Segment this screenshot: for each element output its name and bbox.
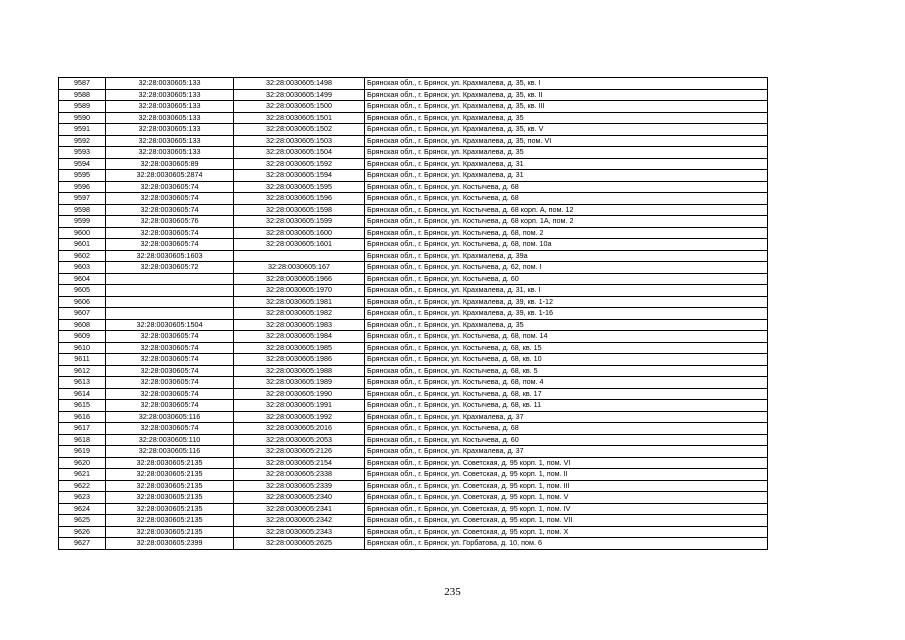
parcel-number-cell: 32:28:0030605:74	[106, 354, 234, 366]
table-row	[59, 181, 768, 193]
object-number-cell: 32:28:0030605:1986	[234, 354, 365, 366]
object-number-cell: 32:28:0030605:1594	[234, 170, 365, 182]
object-number-cell: 32:28:0030605:1503	[234, 135, 365, 147]
parcel-number-cell: 32:28:0030605:2135	[106, 492, 234, 504]
row-number-cell: 9596	[59, 181, 106, 193]
row-number-cell: 9601	[59, 239, 106, 251]
object-number-cell: 32:28:0030605:1499	[234, 89, 365, 101]
object-number-cell: 32:28:0030605:1989	[234, 377, 365, 389]
table-row	[59, 319, 768, 331]
address-cell: Брянская обл., г. Брянск, ул. Советская, д. 95 корп. 1, пом. V	[365, 492, 768, 504]
row-number-cell: 9605	[59, 285, 106, 297]
parcel-number-cell: 32:28:0030605:2874	[106, 170, 234, 182]
parcel-number-cell: 32:28:0030605:74	[106, 204, 234, 216]
object-number-cell: 32:28:0030605:1599	[234, 216, 365, 228]
parcel-number-cell: 32:28:0030605:72	[106, 262, 234, 274]
table-row	[59, 457, 768, 469]
parcel-number-cell: 32:28:0030605:133	[106, 89, 234, 101]
table-row	[59, 446, 768, 458]
object-number-cell: 32:28:0030605:1982	[234, 308, 365, 320]
row-number-cell: 9607	[59, 308, 106, 320]
parcel-number-cell: 32:28:0030605:133	[106, 147, 234, 159]
table-row	[59, 342, 768, 354]
address-cell: Брянская обл., г. Брянск, ул. Советская, д. 95 корп. 1, пом. VII	[365, 515, 768, 527]
row-number-cell: 9614	[59, 388, 106, 400]
parcel-number-cell: 32:28:0030605:89	[106, 158, 234, 170]
object-number-cell: 32:28:0030605:2126	[234, 446, 365, 458]
object-number-cell: 32:28:0030605:2053	[234, 434, 365, 446]
row-number-cell: 9622	[59, 480, 106, 492]
row-number-cell: 9621	[59, 469, 106, 481]
address-cell: Брянская обл., г. Брянск, ул. Крахмалева, д. 35, пом. VI	[365, 135, 768, 147]
object-number-cell: 32:28:0030605:2625	[234, 538, 365, 550]
table-row	[59, 365, 768, 377]
object-number-cell: 32:28:0030605:1592	[234, 158, 365, 170]
address-cell: Брянская обл., г. Брянск, ул. Крахмалева, д. 35, кв. V	[365, 124, 768, 136]
row-number-cell: 9615	[59, 400, 106, 412]
object-number-cell: 32:28:0030605:1990	[234, 388, 365, 400]
table-body	[59, 78, 768, 550]
parcel-number-cell: 32:28:0030605:74	[106, 365, 234, 377]
parcel-number-cell: 32:28:0030605:133	[106, 124, 234, 136]
row-number-cell: 9592	[59, 135, 106, 147]
address-cell: Брянская обл., г. Брянск, ул. Костычева, д. 68, пом. 2	[365, 227, 768, 239]
row-number-cell: 9594	[59, 158, 106, 170]
row-number-cell: 9593	[59, 147, 106, 159]
row-number-cell: 9595	[59, 170, 106, 182]
row-number-cell: 9589	[59, 101, 106, 113]
table-row	[59, 296, 768, 308]
address-cell: Брянская обл., г. Брянск, ул. Костычева, д. 68	[365, 181, 768, 193]
row-number-cell: 9590	[59, 112, 106, 124]
address-cell: Брянская обл., г. Брянск, ул. Костычева, д. 68 корп. А, пом. 12	[365, 204, 768, 216]
table-row	[59, 216, 768, 228]
row-number-cell: 9617	[59, 423, 106, 435]
object-number-cell: 32:28:0030605:1500	[234, 101, 365, 113]
table-row	[59, 354, 768, 366]
parcel-number-cell: 32:28:0030605:2135	[106, 515, 234, 527]
parcel-number-cell: 32:28:0030605:1603	[106, 250, 234, 262]
row-number-cell: 9603	[59, 262, 106, 274]
object-number-cell: 32:28:0030605:2338	[234, 469, 365, 481]
address-cell: Брянская обл., г. Брянск, ул. Крахмалева, д. 35	[365, 112, 768, 124]
parcel-number-cell	[106, 308, 234, 320]
table-row	[59, 262, 768, 274]
row-number-cell: 9624	[59, 503, 106, 515]
parcel-number-cell: 32:28:0030605:74	[106, 193, 234, 205]
parcel-number-cell	[106, 296, 234, 308]
object-number-cell: 32:28:0030605:1981	[234, 296, 365, 308]
object-number-cell: 32:28:0030605:1601	[234, 239, 365, 251]
object-number-cell: 32:28:0030605:167	[234, 262, 365, 274]
row-number-cell: 9608	[59, 319, 106, 331]
address-cell: Брянская обл., г. Брянск, ул. Советская, д. 95 корп. 1, пом. II	[365, 469, 768, 481]
table-row	[59, 423, 768, 435]
object-number-cell: 32:28:0030605:1598	[234, 204, 365, 216]
row-number-cell: 9602	[59, 250, 106, 262]
table-row	[59, 515, 768, 527]
address-cell: Брянская обл., г. Брянск, ул. Крахмалева, д. 35, кв. I	[365, 78, 768, 90]
parcel-number-cell	[106, 273, 234, 285]
address-cell: Брянская обл., г. Брянск, ул. Крахмалева, д. 39, кв. 1-12	[365, 296, 768, 308]
parcel-number-cell: 32:28:0030605:1504	[106, 319, 234, 331]
address-cell: Брянская обл., г. Брянск, ул. Советская, д. 95 корп. 1, пом. VI	[365, 457, 768, 469]
table-row	[59, 204, 768, 216]
table-row	[59, 239, 768, 251]
address-cell: Брянская обл., г. Брянск, ул. Крахмалева, д. 35	[365, 319, 768, 331]
page-number: 235	[444, 586, 461, 598]
table-row	[59, 411, 768, 423]
table-row	[59, 480, 768, 492]
parcel-number-cell: 32:28:0030605:74	[106, 400, 234, 412]
address-cell: Брянская обл., г. Брянск, ул. Костычева, д. 68, кв. 15	[365, 342, 768, 354]
row-number-cell: 9597	[59, 193, 106, 205]
parcel-number-cell: 32:28:0030605:2135	[106, 469, 234, 481]
table-row	[59, 170, 768, 182]
object-number-cell	[234, 250, 365, 262]
parcel-number-cell: 32:28:0030605:2135	[106, 503, 234, 515]
parcel-number-cell: 32:28:0030605:116	[106, 446, 234, 458]
parcel-number-cell: 32:28:0030605:116	[106, 411, 234, 423]
parcel-number-cell: 32:28:0030605:133	[106, 112, 234, 124]
object-number-cell: 32:28:0030605:2339	[234, 480, 365, 492]
address-cell: Брянская обл., г. Брянск, ул. Крахмалева, д. 39а	[365, 250, 768, 262]
row-number-cell: 9626	[59, 526, 106, 538]
address-cell: Брянская обл., г. Брянск, ул. Советская, д. 95 корп. 1, пом. III	[365, 480, 768, 492]
row-number-cell: 9610	[59, 342, 106, 354]
parcel-number-cell: 32:28:0030605:74	[106, 181, 234, 193]
address-cell: Брянская обл., г. Брянск, ул. Костычева, д. 68, пом. 4	[365, 377, 768, 389]
address-cell: Брянская обл., г. Брянск, ул. Костычева, д. 68 корп. 1А, пом. 2	[365, 216, 768, 228]
address-cell: Брянская обл., г. Брянск, ул. Крахмалева, д. 31, кв. I	[365, 285, 768, 297]
parcel-number-cell: 32:28:0030605:133	[106, 78, 234, 90]
row-number-cell: 9591	[59, 124, 106, 136]
object-number-cell: 32:28:0030605:1988	[234, 365, 365, 377]
row-number-cell: 9611	[59, 354, 106, 366]
row-number-cell: 9604	[59, 273, 106, 285]
address-cell: Брянская обл., г. Брянск, ул. Костычева, д. 60	[365, 434, 768, 446]
address-cell: Брянская обл., г. Брянск, ул. Крахмалева, д. 37	[365, 446, 768, 458]
table-row	[59, 388, 768, 400]
cadastral-table	[58, 77, 768, 550]
object-number-cell: 32:28:0030605:1595	[234, 181, 365, 193]
parcel-number-cell: 32:28:0030605:74	[106, 388, 234, 400]
object-number-cell: 32:28:0030605:1600	[234, 227, 365, 239]
parcel-number-cell: 32:28:0030605:133	[106, 135, 234, 147]
address-cell: Брянская обл., г. Брянск, ул. Горбатова, д. 10, пом. 6	[365, 538, 768, 550]
row-number-cell: 9623	[59, 492, 106, 504]
row-number-cell: 9606	[59, 296, 106, 308]
row-number-cell: 9599	[59, 216, 106, 228]
table-row	[59, 112, 768, 124]
table-row	[59, 400, 768, 412]
parcel-number-cell	[106, 285, 234, 297]
table-row	[59, 193, 768, 205]
address-cell: Брянская обл., г. Брянск, ул. Костычева, д. 68, кв. 17	[365, 388, 768, 400]
object-number-cell: 32:28:0030605:1502	[234, 124, 365, 136]
object-number-cell: 32:28:0030605:1985	[234, 342, 365, 354]
row-number-cell: 9609	[59, 331, 106, 343]
object-number-cell: 32:28:0030605:1984	[234, 331, 365, 343]
table-row	[59, 538, 768, 550]
address-cell: Брянская обл., г. Брянск, ул. Костычева, д. 68, кв. 11	[365, 400, 768, 412]
row-number-cell: 9627	[59, 538, 106, 550]
object-number-cell: 32:28:0030605:1992	[234, 411, 365, 423]
row-number-cell: 9587	[59, 78, 106, 90]
parcel-number-cell: 32:28:0030605:74	[106, 423, 234, 435]
table-row	[59, 434, 768, 446]
address-cell: Брянская обл., г. Брянск, ул. Крахмалева, д. 31	[365, 170, 768, 182]
object-number-cell: 32:28:0030605:1991	[234, 400, 365, 412]
table-row	[59, 331, 768, 343]
table-row	[59, 492, 768, 504]
address-cell: Брянская обл., г. Брянск, ул. Крахмалева, д. 37	[365, 411, 768, 423]
address-cell: Брянская обл., г. Брянск, ул. Советская, д. 95 корп. 1, пом. Х	[365, 526, 768, 538]
address-cell: Брянская обл., г. Брянск, ул. Крахмалева, д. 35	[365, 147, 768, 159]
address-cell: Брянская обл., г. Брянск, ул. Костычева, д. 60	[365, 273, 768, 285]
parcel-number-cell: 32:28:0030605:74	[106, 239, 234, 251]
object-number-cell: 32:28:0030605:2342	[234, 515, 365, 527]
object-number-cell: 32:28:0030605:1596	[234, 193, 365, 205]
object-number-cell: 32:28:0030605:2154	[234, 457, 365, 469]
table-row	[59, 135, 768, 147]
object-number-cell: 32:28:0030605:1501	[234, 112, 365, 124]
parcel-number-cell: 32:28:0030605:76	[106, 216, 234, 228]
parcel-number-cell: 32:28:0030605:74	[106, 342, 234, 354]
table-row	[59, 158, 768, 170]
address-cell: Брянская обл., г. Брянск, ул. Костычева, д. 68	[365, 423, 768, 435]
table-row	[59, 308, 768, 320]
row-number-cell: 9612	[59, 365, 106, 377]
object-number-cell: 32:28:0030605:1966	[234, 273, 365, 285]
address-cell: Брянская обл., г. Брянск, ул. Костычева, д. 68, пом. 10а	[365, 239, 768, 251]
object-number-cell: 32:28:0030605:1498	[234, 78, 365, 90]
parcel-number-cell: 32:28:0030605:133	[106, 101, 234, 113]
object-number-cell: 32:28:0030605:2016	[234, 423, 365, 435]
row-number-cell: 9600	[59, 227, 106, 239]
table-row	[59, 250, 768, 262]
row-number-cell: 9625	[59, 515, 106, 527]
table-row	[59, 78, 768, 90]
address-cell: Брянская обл., г. Брянск, ул. Костычева, д. 68, кв. 10	[365, 354, 768, 366]
row-number-cell: 9618	[59, 434, 106, 446]
table-row	[59, 469, 768, 481]
parcel-number-cell: 32:28:0030605:2399	[106, 538, 234, 550]
row-number-cell: 9620	[59, 457, 106, 469]
address-cell: Брянская обл., г. Брянск, ул. Костычева, д. 62, пом. I	[365, 262, 768, 274]
parcel-number-cell: 32:28:0030605:2135	[106, 457, 234, 469]
table-row	[59, 227, 768, 239]
address-cell: Брянская обл., г. Брянск, ул. Костычева, д. 68	[365, 193, 768, 205]
table-row	[59, 273, 768, 285]
object-number-cell: 32:28:0030605:1970	[234, 285, 365, 297]
table-row	[59, 124, 768, 136]
table-row	[59, 377, 768, 389]
row-number-cell: 9616	[59, 411, 106, 423]
address-cell: Брянская обл., г. Брянск, ул. Крахмалева, д. 35, кв. III	[365, 101, 768, 113]
table-row	[59, 526, 768, 538]
address-cell: Брянская обл., г. Брянск, ул. Советская, д. 95 корп. 1, пом. IV	[365, 503, 768, 515]
row-number-cell: 9598	[59, 204, 106, 216]
object-number-cell: 32:28:0030605:2341	[234, 503, 365, 515]
table-row	[59, 101, 768, 113]
address-cell: Брянская обл., г. Брянск, ул. Крахмалева, д. 31	[365, 158, 768, 170]
table-row	[59, 147, 768, 159]
row-number-cell: 9619	[59, 446, 106, 458]
parcel-number-cell: 32:28:0030605:74	[106, 227, 234, 239]
row-number-cell: 9588	[59, 89, 106, 101]
table-row	[59, 285, 768, 297]
object-number-cell: 32:28:0030605:1983	[234, 319, 365, 331]
parcel-number-cell: 32:28:0030605:2135	[106, 480, 234, 492]
object-number-cell: 32:28:0030605:2343	[234, 526, 365, 538]
address-cell: Брянская обл., г. Брянск, ул. Крахмалева, д. 35, кв. II	[365, 89, 768, 101]
object-number-cell: 32:28:0030605:1504	[234, 147, 365, 159]
row-number-cell: 9613	[59, 377, 106, 389]
parcel-number-cell: 32:28:0030605:2135	[106, 526, 234, 538]
address-cell: Брянская обл., г. Брянск, ул. Костычева, д. 68, пом. 14	[365, 331, 768, 343]
parcel-number-cell: 32:28:0030605:74	[106, 331, 234, 343]
parcel-number-cell: 32:28:0030605:110	[106, 434, 234, 446]
address-cell: Брянская обл., г. Брянск, ул. Костычева, д. 68, кв. 5	[365, 365, 768, 377]
table-row	[59, 503, 768, 515]
object-number-cell: 32:28:0030605:2340	[234, 492, 365, 504]
table-row	[59, 89, 768, 101]
parcel-number-cell: 32:28:0030605:74	[106, 377, 234, 389]
address-cell: Брянская обл., г. Брянск, ул. Крахмалева, д. 39, кв. 1-16	[365, 308, 768, 320]
